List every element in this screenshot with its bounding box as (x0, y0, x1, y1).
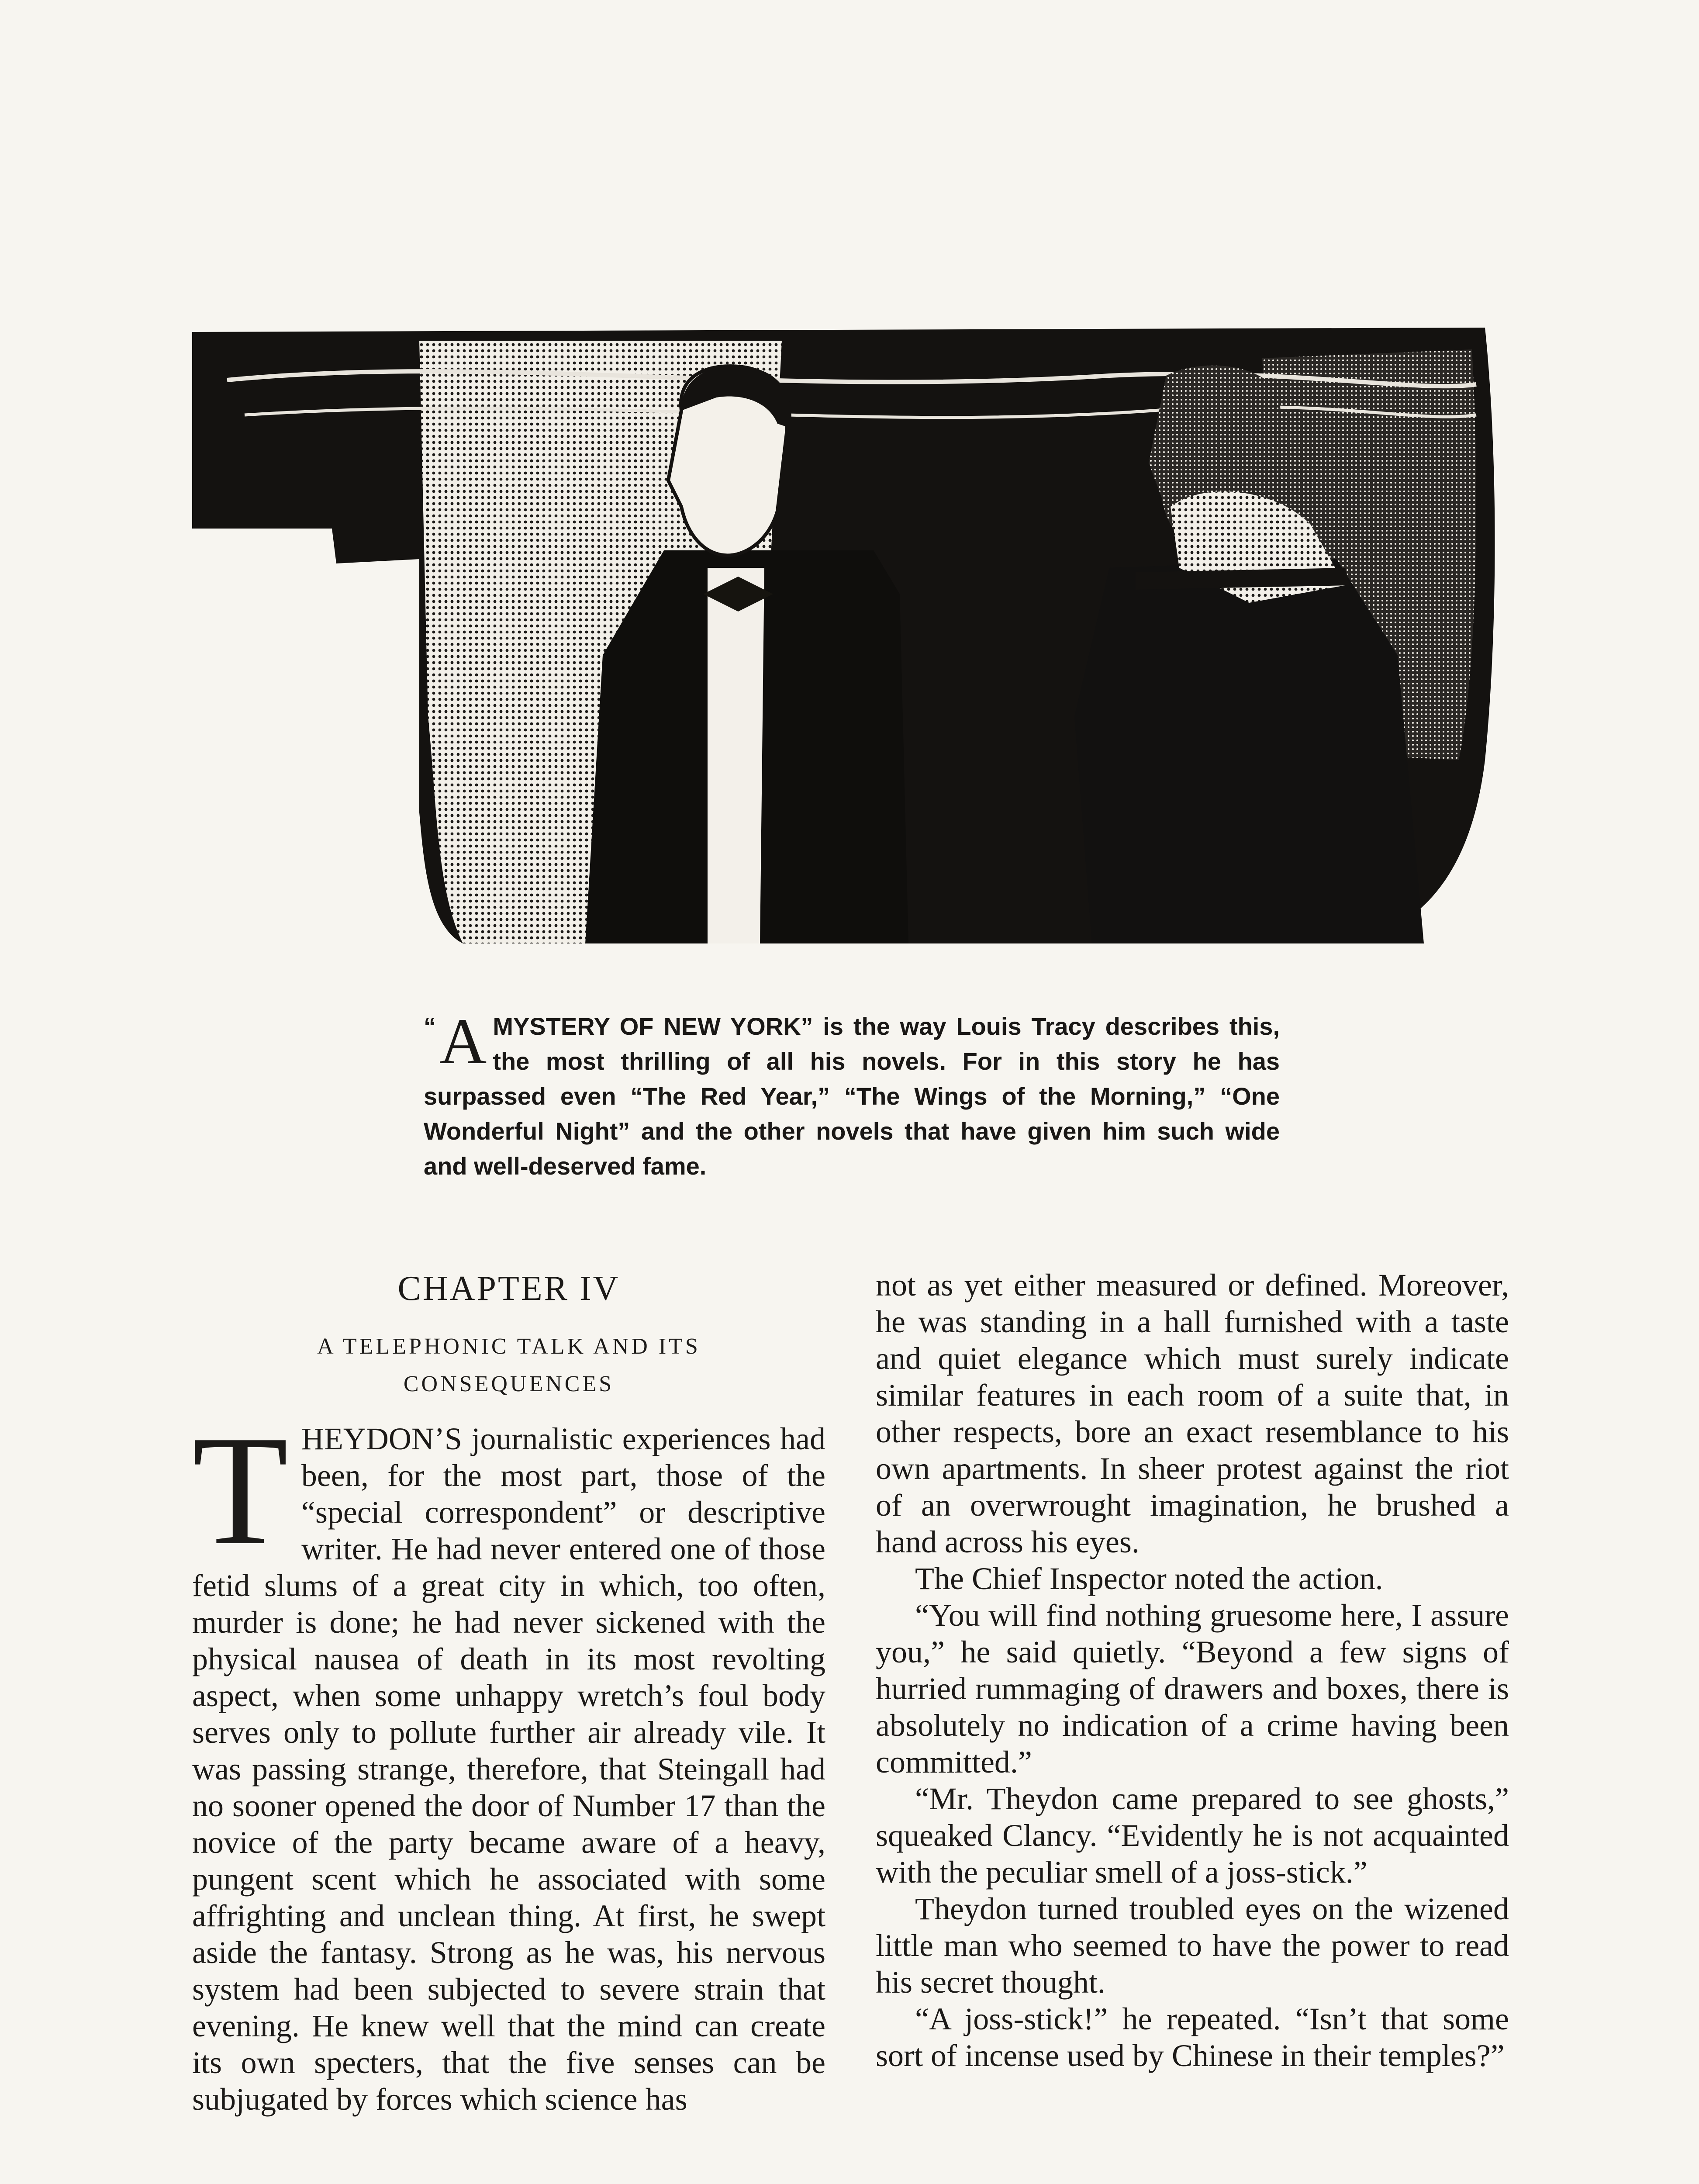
paragraph: “A joss-stick!” he repeated. “Isn’t that some sort of incense used by Chinese in their temples?” (876, 2001, 1509, 2073)
chapter-first-paragraph (192, 1403, 825, 2118)
chapter-subtitle: A TELEPHONIC TALK AND ITS CONSEQUENCES (317, 1334, 701, 1396)
intro-text: MYSTERY OF NEW YORK” is the way Louis Tracy describes this, the most thrilling of all his novels. For in this story he has surpassed even “The Red Year,” “The Wings of the Morning,” “One Wonderful Night” and the other novels that have given him such wide and well-deserved fame. (424, 1013, 1280, 1180)
story-illustration (192, 323, 1507, 961)
illustration-artwork (192, 323, 1507, 961)
chapter-title: CHAPTER IV (397, 1269, 620, 1308)
intro-drop-cap: A (439, 1005, 487, 1078)
first-paragraph-text: HEYDON’S journalistic experiences had been, for the most part, those of the “special correspondent” or descriptive writer. He had never entered one of those fetid slums of a great city in which, too often, murder is done; he had never sickened with the physical nausea of death in its most revolting aspect, when some unhappy wretch’s foul body serves only to pollute further air already vile. It was passing strange, therefore, that Steingall had no sooner opened the door of Number 17 than the novice of the party became aware of a heavy, pungent scent which he associated with some affrighting and unclean thing. At first, he swept aside the fantasy. Strong as he was, his nervous system had been subjected to severe strain that evening. He knew well that the mind can create its own specters, that the five senses can be subjugated by forces which science has (192, 1421, 825, 2117)
chapter-drop-cap: T (192, 1403, 288, 1577)
left-column (192, 1267, 825, 2118)
right-column (876, 1267, 1509, 2074)
paragraph: “You will find nothing gruesome here, I assure you,” he said quietly. “Beyond a few signs of hurried rummaging of drawers and boxes, there is absolutely no indication of a crime having been committed.” (876, 1598, 1509, 1780)
paragraph: The Chief Inspector noted the action. (915, 1561, 1383, 1596)
story-introduction (424, 1005, 1280, 1184)
paragraph-continued: not as yet either measured or defined. Moreover, he was standing in a hall furnished with a taste and quiet elegance which must surely indicate similar features in each room of a suite that, in other respects, bore an exact resemblance to his own apartments. In sheer protest against the riot of an overwrought imagination, he brushed a hand across his eyes. (876, 1268, 1509, 1559)
paragraph: Theydon turned troubled eyes on the wizened little man who seemed to have the power to read his secret thought. (876, 1891, 1509, 2000)
intro-open-quote: “ (424, 1013, 436, 1040)
paragraph: “Mr. Theydon came prepared to see ghosts,” squeaked Clancy. “Evidently he is not acquainted with the peculiar smell of a joss-stick.” (876, 1781, 1509, 1890)
